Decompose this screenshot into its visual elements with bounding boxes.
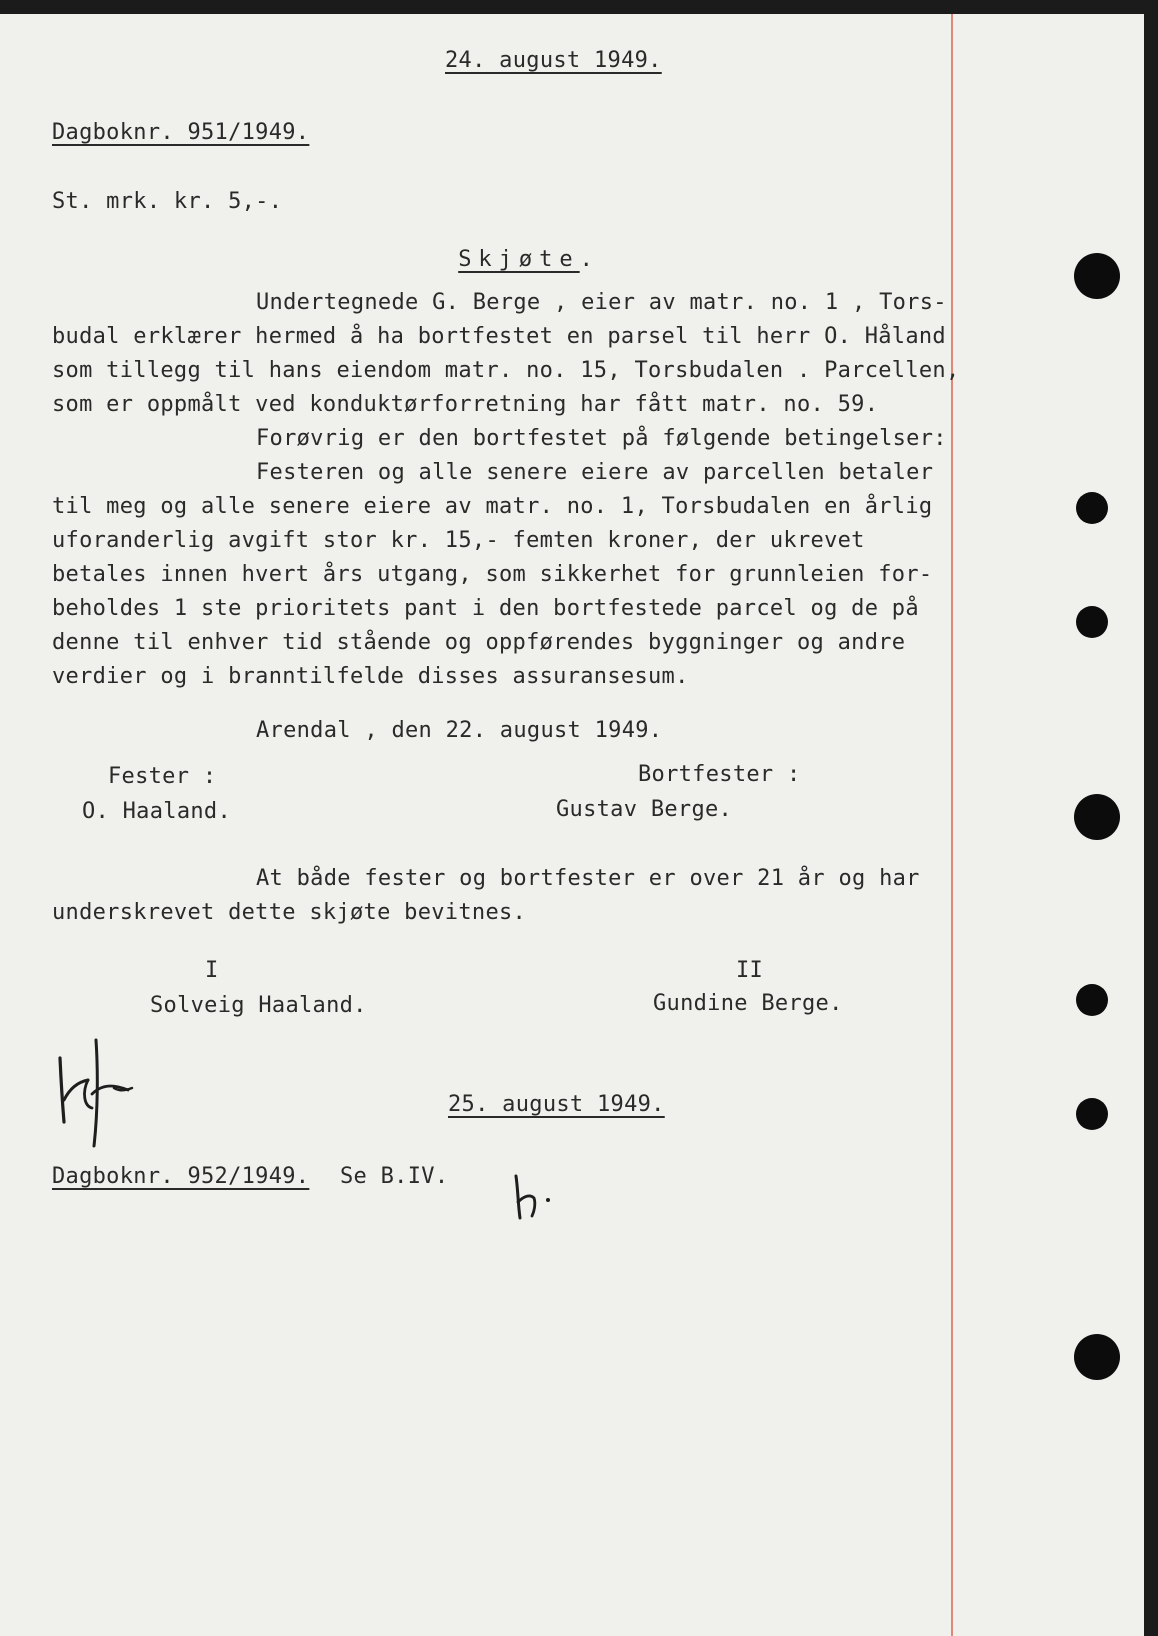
witness-line: underskrevet dette skjøte bevitnes. <box>52 900 527 925</box>
entry-date: 24. august 1949. <box>445 48 662 73</box>
punch-hole <box>1076 606 1108 638</box>
body-line: denne til enhver tid stående og oppførendes byggninger og andre <box>52 630 906 655</box>
witness2-number: II <box>736 958 764 983</box>
body-line: uforanderlig avgift stor kr. 15,- femten kroner, der ukrevet <box>52 528 865 553</box>
punch-hole <box>1074 794 1120 840</box>
punch-hole <box>1076 492 1108 524</box>
scan-edge-top <box>0 0 1158 14</box>
witness1-name: Solveig Haaland. <box>150 993 367 1018</box>
witness1-number: I <box>205 958 219 983</box>
punch-hole <box>1074 253 1120 299</box>
body-line: betales innen hvert års utgang, som sikkerhet for grunnleien for- <box>52 562 933 587</box>
body-line: Forøvrig er den bortfestet på følgende betingelser: <box>256 426 947 451</box>
body-line: verdier og i branntilfelde disses assuransesum. <box>52 664 689 689</box>
witness-line: At både fester og bortfester er over 21 år og har <box>256 866 920 891</box>
title-text: Skjøte <box>458 247 580 272</box>
scan-edge-right <box>1144 0 1158 1636</box>
document-title <box>404 221 593 299</box>
body-line: Festeren og alle senere eiere av parcellen betaler <box>256 460 934 485</box>
body-line: budal erklærer hermed å ha bortfestet en parsel til herr O. Håland <box>52 324 946 349</box>
punch-hole <box>1074 1334 1120 1380</box>
stamp-fee: St. mrk. kr. 5,-. <box>52 189 283 214</box>
punch-hole <box>1076 1098 1108 1130</box>
place-date: Arendal , den 22. august 1949. <box>256 718 663 743</box>
handwritten-initials <box>48 1030 148 1150</box>
fester-label: Fester : <box>108 764 217 789</box>
body-line: som er oppmålt ved konduktørforretning har fått matr. no. 59. <box>52 392 879 417</box>
witness2-name: Gundine Berge. <box>653 991 843 1016</box>
fester-name: O. Haaland. <box>82 799 231 824</box>
body-line: som tillegg til hans eiendom matr. no. 15, Torsbudalen . Parcellen, <box>52 358 960 383</box>
punch-hole <box>1076 984 1108 1016</box>
bortfester-name: Gustav Berge. <box>556 797 733 822</box>
entry2-dagboknr: Dagboknr. 952/1949. <box>52 1164 310 1189</box>
body-line: til meg og alle senere eiere av matr. no. 1, Torsbudalen en årlig <box>52 494 933 519</box>
bortfester-label: Bortfester : <box>638 762 801 787</box>
body-line: Undertegnede G. Berge , eier av matr. no. 1 , Tors- <box>256 290 947 315</box>
dagboknr: Dagboknr. 951/1949. <box>52 120 310 145</box>
margin-line <box>951 14 953 1636</box>
entry2-reference: Se B.IV. <box>340 1164 449 1189</box>
body-line: beholdes 1 ste prioritets pant i den bortfestede parcel og de på <box>52 596 919 621</box>
handwritten-mark <box>508 1172 568 1222</box>
title-period: . <box>579 247 594 272</box>
entry2-date: 25. august 1949. <box>448 1092 665 1117</box>
